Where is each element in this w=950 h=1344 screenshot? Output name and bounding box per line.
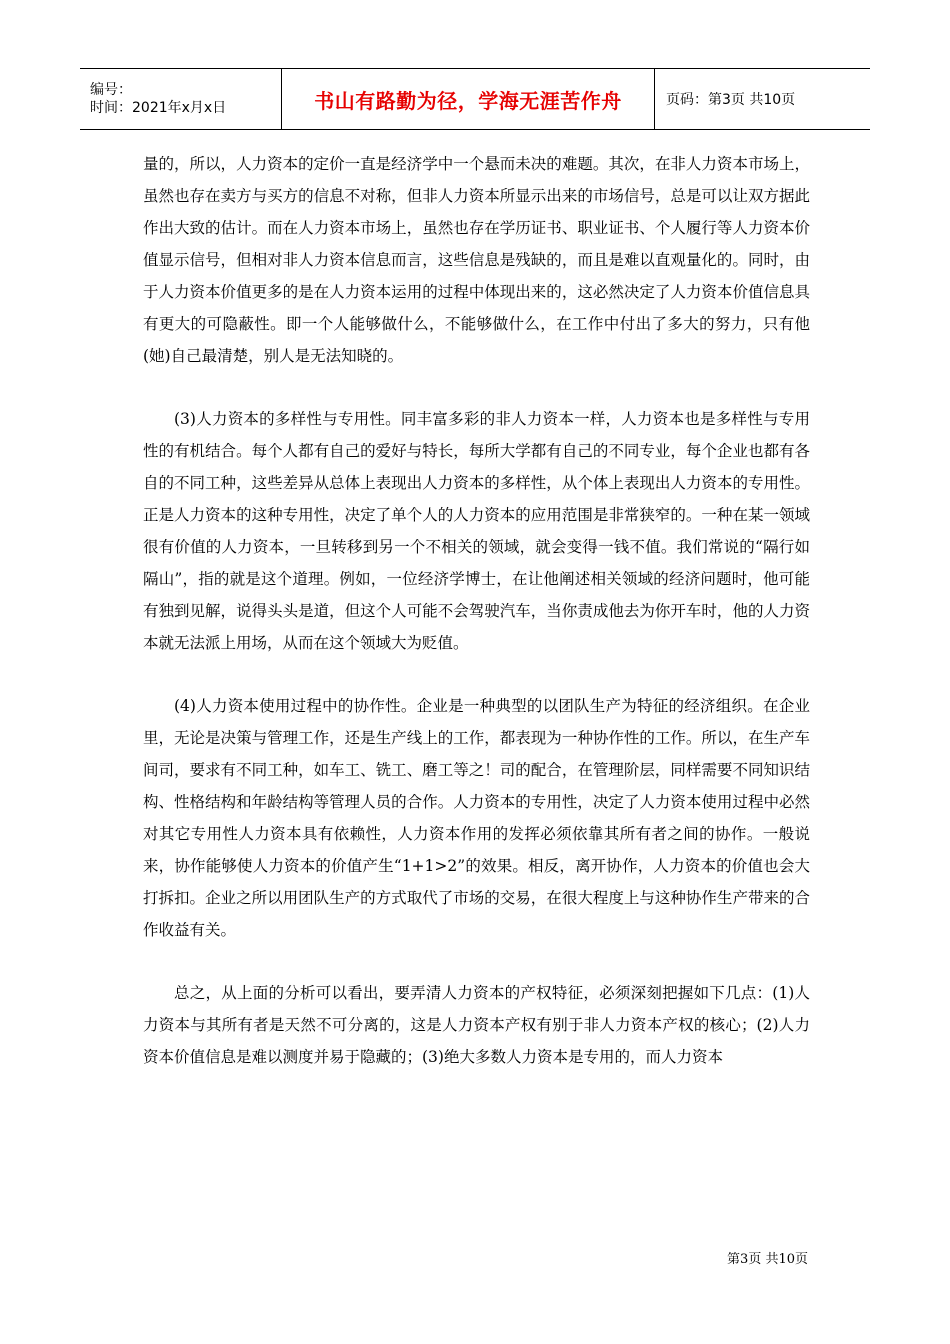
header-page-label: 页码：第3页 共10页: [666, 92, 796, 108]
page-footer: 第3页 共10页: [727, 1252, 808, 1267]
document-body: [143, 148, 810, 1104]
paragraph-3: (4)人力资本使用过程中的协作性。企业是一种典型的以团队生产为特征的经济组织。在企业里，无论是决策与管理工作，还是生产线上的工作，都表现为一种协作性的工作。所以，在生产车间司，要求有不同工种，如车工、铣工、磨工等之！司的配合，在管理阶层，同样需要不同知识结构、性格结构和年龄结构等管理人员的合作。人力资本的专用性，决定了人力资本使用过程中必然对其它专用性人力资本具有依赖性，人力资本作用的发挥必须依靠其所有者之间的协作。一般说来，协作能够使人力资本的价值产生“1+1>2”的效果。相反，离开协作，人力资本的价值也会大打拆扣。企业之所以用团队生产的方式取代了市场的交易，在很大程度上与这种协作生产带来的合作收益有关。: [143, 697, 810, 939]
document-header: [80, 68, 870, 130]
header-motto-cell: [282, 69, 655, 129]
header-number-label: 编号：: [90, 82, 132, 98]
paragraph-2: (3)人力资本的多样性与专用性。同丰富多彩的非人力资本一样，人力资本也是多样性与专用性的有机结合。每个人都有自己的爱好与特长，每所大学都有自己的不同专业，每个企业也都有各自的不同工种，这些差异从总体上表现出人力资本的多样性，从个体上表现出人力资本的专用性。正是人力资本的这种专用性，决定了单个人的人力资本的应用范围是非常狭窄的。一种在某一领域很有价值的人力资本，一旦转移到另一个不相关的领域，就会变得一钱不值。我们常说的“隔行如隔山”，指的就是这个道理。例如，一位经济学博士，在让他阐述相关领域的经济问题时，他可能有独到见解，说得头头是道，但这个人可能不会驾驶汽车，当你责成他去为你开车时，他的人力资本就无法派上用场，从而在这个领域大为贬值。: [143, 410, 810, 652]
header-meta: [80, 69, 282, 129]
header-page-cell: [655, 69, 870, 129]
header-time-label: 时间：2021年x月x日: [90, 100, 227, 116]
header-motto: 书山有路勤为径，学海无涯苦作舟: [314, 88, 622, 113]
paragraph-4: 总之，从上面的分析可以看出，要弄清人力资本的产权特征，必须深刻把握如下几点：(1)人力资本与其所有者是天然不可分离的，这是人力资本产权有别于非人力资本产权的核心；(2)人力资本价值信息是难以测度并易于隐藏的；(3)绝大多数人力资本是专用的，而人力资本: [143, 984, 810, 1066]
paragraph-1: 量的，所以，人力资本的定价一直是经济学中一个悬而未决的难题。其次，在非人力资本市场上，虽然也存在卖方与买方的信息不对称，但非人力资本所显示出来的市场信号，总是可以让双方据此作出大致的估计。而在人力资本市场上，虽然也存在学历证书、职业证书、个人履行等人力资本价值显示信号，但相对非人力资本信息而言，这些信息是残缺的，而且是难以直观量化的。同时，由于人力资本价值更多的是在人力资本运用的过程中体现出来的，这必然决定了人力资本价值信息具有更大的可隐蔽性。即一个人能够做什么，不能够做什么，在工作中付出了多大的努力，只有他(她)自己最清楚，别人是无法知晓的。: [143, 155, 810, 365]
